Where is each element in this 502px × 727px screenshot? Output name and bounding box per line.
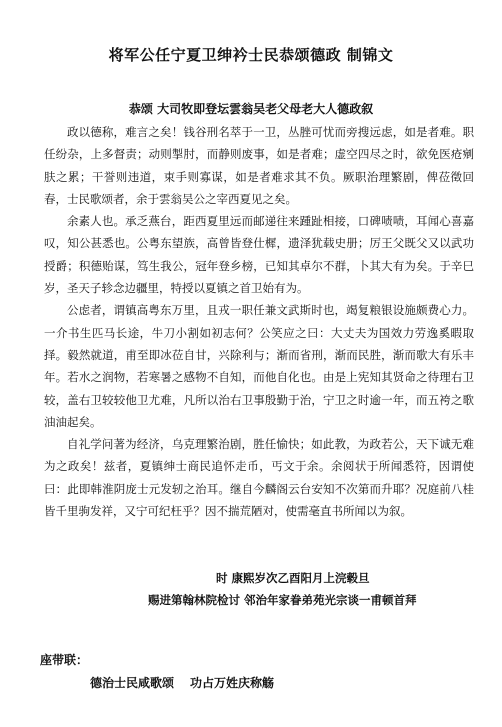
couplet-lines	[90, 674, 274, 691]
couplet-right-line: 功占万姓庆称觞	[190, 676, 275, 690]
paragraph: 公虑者，谓镇高粤东万里，且戎一职任兼文武斯时也，竭复粮银设施颇费心力。一介书生匹马长途，牛刀小割如初志何？公笑应之曰：大丈夫为国效力劳逸奚暇取择。毅然就道，甫至即冰莅自甘，兴除利与；渐而省刑，渐而民胜，渐而歌大有乐丰年。若水之润物，若寒暑之感物不自知，而他自化也。由是上宪知其贤命之待理右卫较，盖右卫较较他卫尤难，凡所以治右卫事殷勤于治，宁卫之时逾一年，而五袴之歌油油起矣。	[44, 303, 474, 429]
signature-date: 时 康熙岁次乙酉阳月上浣毂旦	[216, 571, 370, 585]
couplet-label: 座带联：	[40, 653, 89, 667]
paragraph: 政以德称，难言之矣！钱谷刑名萃于一卫，丛脞可忧而旁搜远虑，如是者难。职任纷杂，上多督责；动则掣肘，而静则废事，如是者难；虚空四尽之时，欲免医疮剜肤之累；干誉则违道，束手则寡谋，如是者难求其不负。厥职治理繁剧，俾莅徵回春，士民歌颂者，余于雲翁吴公之宰西夏见之矣。	[44, 125, 474, 206]
couplet-left-line: 德治士民咸歌颂	[90, 676, 175, 690]
paragraph: 自礼学问著为经济，乌克理繁治剧，胜任愉快；如此教，为政若公，天下诚无难为之政矣！兹者，夏镇绅士商民追怀走币，丐文于余。余阅状于所闻悉符，因谓使曰：此即韩淮阴庞士元发轫之治耳。继自今麟阁云台安知不次第而升耶？况庭前八桂皆千里驹发祥，又宁可纪枉乎？因不揣荒陋对，使需毫直书所闻以为叙。	[44, 437, 474, 519]
document-title: 将军公任宁夏卫绅衿士民恭颂德政 制锦文	[108, 46, 394, 64]
paragraph: 余素人也。承乏燕台，距西夏里远而邮递往来踵趾相接，口碑啧啧，耳闻心喜嘉叹，知公甚悉也。公粤东望族，高曾皆登仕樨，遗泽犹载史册；厉王父既父又以武功授爵；积德贻谋，笃生我公，冠年登乡榜，已知其卓尔不群，卜其大有为矣。于辛巳岁，圣天子轸念边疆里，特授以夏镇之首卫始有为。	[44, 214, 474, 296]
document-subtitle: 恭颂 大司牧即登坛雲翁吴老父母老大人德政叙	[128, 102, 374, 116]
signature-author: 赐进第翰林院检讨 邻治年家眷弟苑光宗谈一甫顿首拜	[148, 593, 417, 607]
document-body	[44, 121, 474, 522]
